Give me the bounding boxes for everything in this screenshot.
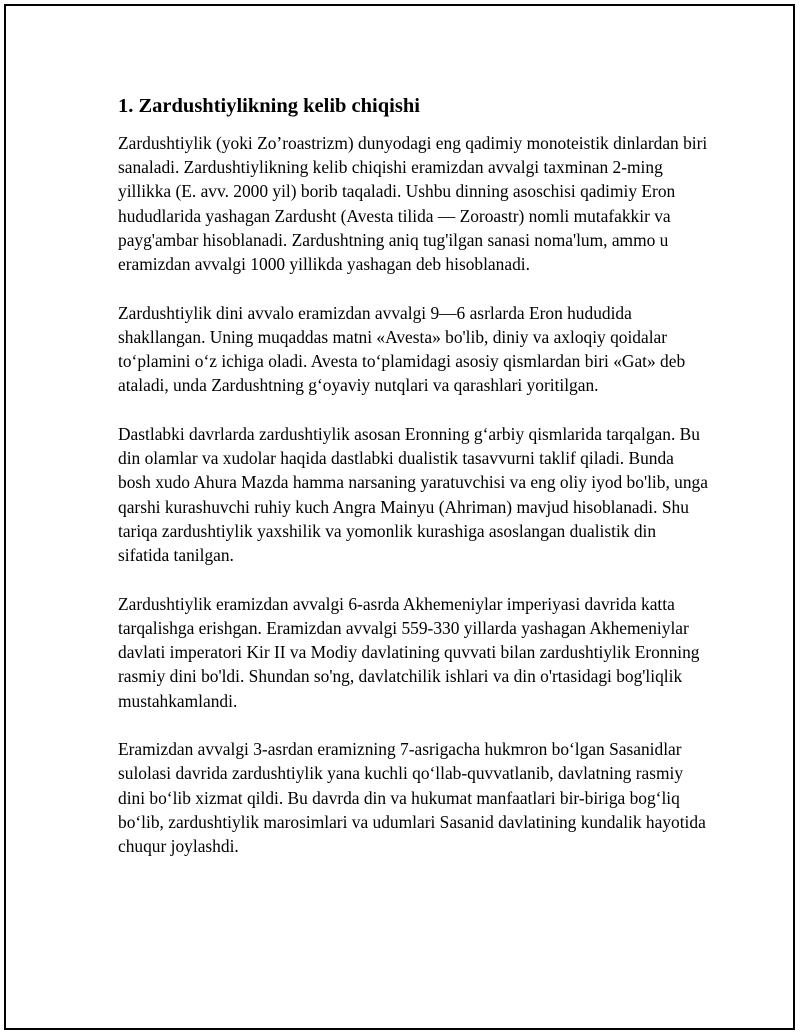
paragraph-origin: Zardushtiylik (yoki Zo’roastrizm) dunyodagi eng qadimiy monoteistik dinlardan biri sanaladi. Zardushtiylikning kelib chiqishi eramizdan avvalgi taxminan 2-ming yillikka (E. avv. 2000 yil) borib taqaladi. Ushbu dinning asoschisi qadimiy Eron hududlarida yashagan Zardusht (Avesta tilida — Zoroastr) nomli mutafakkir va payg'ambar hisoblanadi. Zardushtning aniq tug'ilgan sanasi noma'lum, ammo u eramizdan avvalgi 1000 yillikda yashagan deb hisoblanadi. — [118, 133, 708, 275]
document-body — [118, 94, 708, 883]
paragraph-sasanid: Eramizdan avvalgi 3-asrdan eramizning 7-asrigacha hukmron bo‘lgan Sasanidlar sulolasi davrida zardushtiylik yana kuchli qo‘llab-quvvatlanib, davlatning rasmiy dini bo‘lib xizmat qildi. Bu davrda din va hukumat manfaatlari bir-biriga bog‘liq bo‘lib, zardushtiylik marosimlari va udumlari Sasanid davlatining kundalik hayotida chuqur joylashdi. — [118, 739, 706, 857]
paragraph-avesta: Zardushtiylik dini avvalo eramizdan avvalgi 9—6 asrlarda Eron hududida shakllangan. Uning muqaddas matni «Avesta» bo'lib, diniy va axloqiy qoidalar to‘plamini o‘z ichiga oladi. Avesta to‘plamidagi asosiy qismlardan biri «Gat» deb ataladi, unda Zardushtning g‘oyaviy nutqlari va qarashlari yoritilgan. — [118, 302, 686, 396]
paragraph-dualism: Dastlabki davrlarda zardushtiylik asosan Eronning g‘arbiy qismlarida tarqalgan. Bu din olamlar va xudolar haqida dastlabki dualistik tasavvurni taklif qiladi. Bunda bosh xudo Ahura Mazda hamma narsaning yaratuvchisi va eng oliy iyod bo'lib, unga qarshi kurashuvchi ruhiy kuch Angra Mainyu (Ahriman) mavjud hisoblanadi. Shu tariqa zardushtiylik yaxshilik va yomonlik kurashiga asoslangan dualistik din sifatida tanilgan. — [118, 424, 708, 566]
paragraph-achaemenid: Zardushtiylik eramizdan avvalgi 6-asrda Akhemeniylar imperiyasi davrida katta tarqalishga erishgan. Eramizdan avvalgi 559-330 yillarda yashagan Akhemeniylar davlati imperatori Kir II va Modiy davlatining quvvati bilan zardushtiylik Eronning rasmiy dini bo'ldi. Shundan so'ng, davlatchilik ishlari va din o'rtasidagi bog'liqlik mustahkamlandi. — [118, 593, 700, 711]
section-heading: 1. Zardushtiylikning kelib chiqishi — [118, 95, 420, 117]
